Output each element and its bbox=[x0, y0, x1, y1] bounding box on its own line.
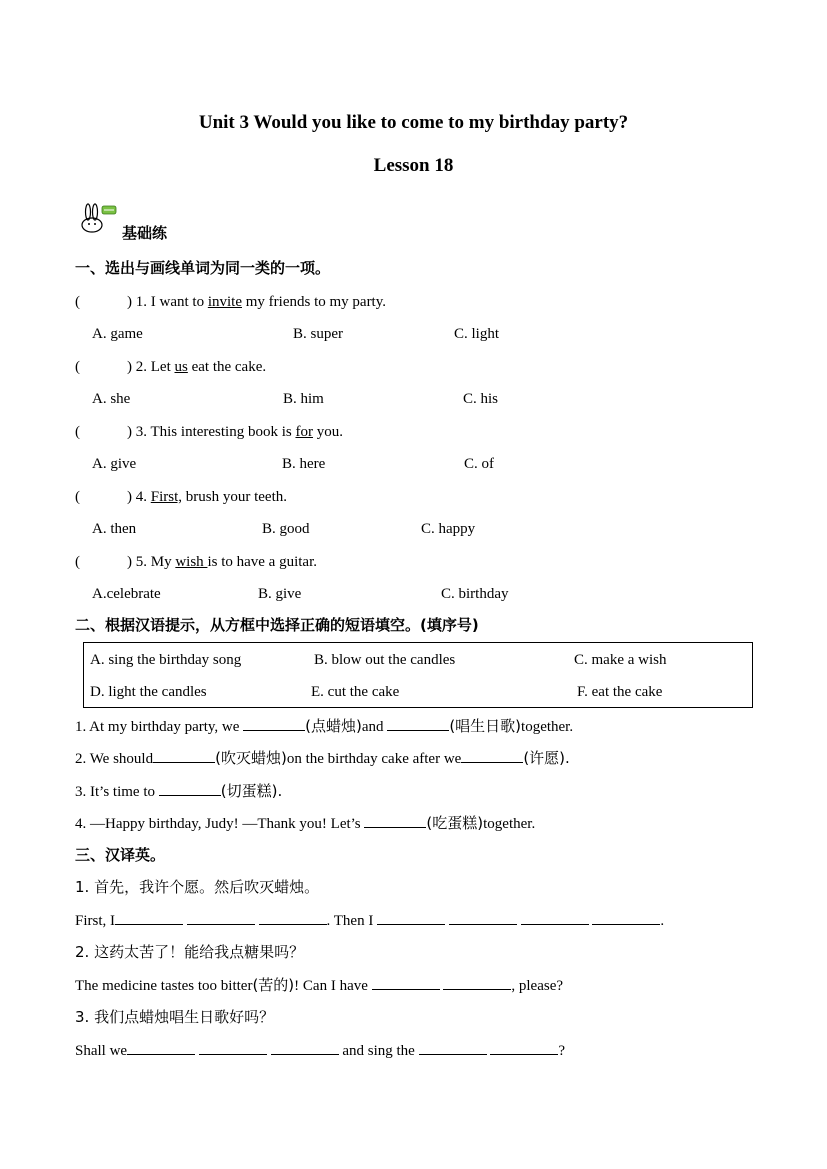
fill-item-2: 2. We should (吹灭蜡烛)on the birthday cake after we (许愿). bbox=[75, 749, 570, 767]
answer-blank[interactable] bbox=[199, 1040, 267, 1055]
answer-blank[interactable] bbox=[521, 910, 589, 925]
phrase-c: C. make a wish bbox=[574, 652, 667, 668]
answer-blank[interactable] bbox=[259, 910, 327, 925]
fill-item-1: 1. At my birthday party, we (点蜡烛)and (唱生日歌)together. bbox=[75, 717, 574, 735]
phrase-d: D. light the candles bbox=[90, 684, 207, 700]
answer-blank[interactable] bbox=[419, 1040, 487, 1055]
translate-cn-1: 1. 首先，我许个愿。然后吹灭蜡烛。 bbox=[75, 878, 320, 896]
question-1: ( ) 1. I want to invite my friends to my party. bbox=[75, 294, 387, 310]
translate-en-1: First, I . Then I . bbox=[75, 910, 664, 931]
answer-blank[interactable] bbox=[243, 716, 305, 731]
q4-option-a: A. then bbox=[92, 521, 137, 537]
basic-practice-label: 基础练 bbox=[122, 224, 168, 242]
q4-option-b: B. good bbox=[262, 521, 310, 537]
translate-en-3: Shall we and sing the ? bbox=[75, 1040, 565, 1061]
q1-option-a: A. game bbox=[92, 326, 143, 342]
q1-option-b: B. super bbox=[293, 326, 343, 342]
answer-blank[interactable] bbox=[127, 1040, 195, 1055]
question-4: ( ) 4. First, brush your teeth. bbox=[75, 489, 287, 505]
page-title: Unit 3 Would you like to come to my birthday party? bbox=[198, 112, 629, 133]
answer-blank[interactable] bbox=[115, 910, 183, 925]
answer-blank[interactable] bbox=[377, 910, 445, 925]
answer-blank[interactable] bbox=[592, 910, 660, 925]
section3-heading: 三、汉译英。 bbox=[75, 846, 166, 864]
q5-option-a: A.celebrate bbox=[92, 586, 161, 602]
translate-en-2: The medicine tastes too bitter(苦的)! Can I have , please? bbox=[75, 976, 564, 994]
answer-blank[interactable] bbox=[364, 813, 426, 828]
q3-option-b: B. here bbox=[282, 456, 326, 472]
q3-option-c: C. of bbox=[464, 456, 494, 472]
lesson-title: Lesson 18 bbox=[373, 155, 454, 176]
question-2: ( ) 2. Let us eat the cake. bbox=[75, 359, 267, 375]
q2-option-c: C. his bbox=[463, 391, 499, 407]
answer-blank[interactable] bbox=[461, 748, 523, 763]
translate-cn-2: 2. 这药太苦了！能给我点糖果吗？ bbox=[75, 943, 305, 961]
q3-option-a: A. give bbox=[92, 456, 137, 472]
q5-option-b: B. give bbox=[258, 586, 302, 602]
section2-heading: 二、根据汉语提示，从方框中选择正确的短语填空。(填序号) bbox=[75, 616, 479, 634]
fill-item-4: 4. —Happy birthday, Judy! —Thank you! Let’s (吃蛋糕)together. bbox=[75, 814, 536, 832]
answer-blank[interactable] bbox=[443, 975, 511, 990]
answer-blank[interactable] bbox=[187, 910, 255, 925]
answer-blank[interactable] bbox=[271, 1040, 339, 1055]
translate-cn-3: 3. 我们点蜡烛唱生日歌好吗？ bbox=[75, 1008, 275, 1026]
answer-blank[interactable] bbox=[372, 975, 440, 990]
answer-blank[interactable] bbox=[387, 716, 449, 731]
answer-blank[interactable] bbox=[490, 1040, 558, 1055]
phrase-a: A. sing the birthday song bbox=[90, 652, 242, 668]
q5-option-c: C. birthday bbox=[441, 586, 509, 602]
q4-option-c: C. happy bbox=[421, 521, 476, 537]
answer-blank[interactable] bbox=[159, 781, 221, 796]
q1-option-c: C. light bbox=[454, 326, 500, 342]
phrase-b: B. blow out the candles bbox=[314, 652, 456, 668]
section1-heading: 一、选出与画线单词为同一类的一项。 bbox=[75, 259, 331, 277]
bunny-icon bbox=[78, 203, 118, 235]
q2-option-b: B. him bbox=[283, 391, 324, 407]
question-5: ( ) 5. My wish is to have a guitar. bbox=[75, 554, 317, 570]
answer-blank[interactable] bbox=[449, 910, 517, 925]
answer-blank[interactable] bbox=[153, 748, 215, 763]
fill-item-3: 3. It’s time to (切蛋糕). bbox=[75, 782, 283, 800]
phrase-e: E. cut the cake bbox=[311, 684, 400, 700]
question-3: ( ) 3. This interesting book is for you. bbox=[75, 424, 343, 440]
phrase-f: F. eat the cake bbox=[577, 684, 663, 700]
q2-option-a: A. she bbox=[92, 391, 131, 407]
